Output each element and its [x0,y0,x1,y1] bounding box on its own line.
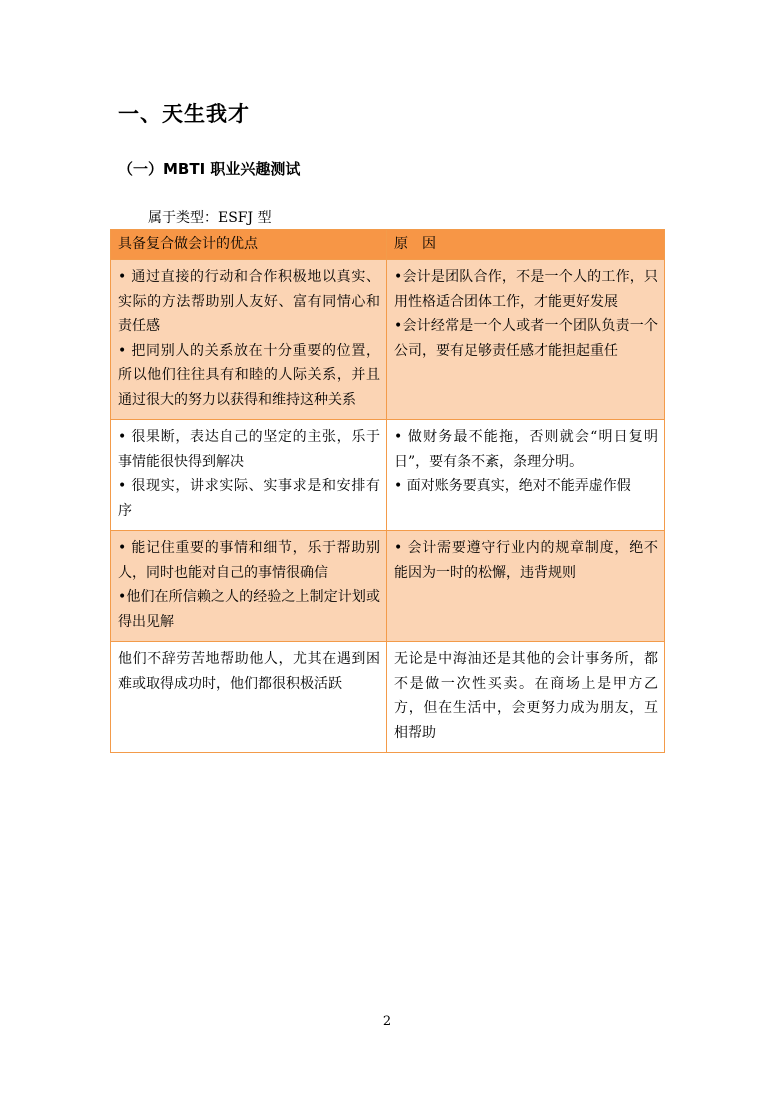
strength-item: • 很现实，讲求实际、实事求是和安排有序 [118,478,380,519]
strength-item: 他们不辞劳苦地帮助他人，尤其在遇到困难或取得成功时，他们都很积极活跃 [118,651,380,692]
strength-cell [111,260,387,420]
table-row [111,642,665,753]
reason-item: 无论是中海油还是其他的会计事务所，都不是做一次性买卖。在商场上是甲方乙方，但在生活中，会更努力成为朋友，互相帮助 [394,651,658,741]
header-strengths: 具备复合做会计的优点 [111,230,387,260]
table-row [111,420,665,531]
strength-item: • 把同别人的关系放在十分重要的位置，所以他们往往具有和睦的人际关系，并且通过很大的努力以获得和维持这种关系 [118,342,380,408]
reason-item: •会计是团队合作，不是一个人的工作，只用性格适合团体工作，才能更好发展 [394,269,658,310]
section-heading: 一、天生我才 [118,102,250,126]
strength-item: • 通过直接的行动和合作积极地以真实、实际的方法帮助别人友好、富有同情心和责任感 [118,269,380,334]
reason-cell [387,531,665,642]
reason-item: • 会计需要遵守行业内的规章制度，绝不能因为一时的松懈，违背规则 [394,540,658,581]
personality-type-line: 属于类型：ESFJ 型 [148,210,272,226]
strength-item: •他们在所信赖之人的经验之上制定计划或得出见解 [118,589,380,630]
table-row [111,531,665,642]
strength-cell [111,531,387,642]
mbti-table [110,229,665,753]
strength-cell [111,420,387,531]
strength-item: • 很果断，表达自己的坚定的主张，乐于事情能很快得到解决 [118,429,380,470]
page-number: 2 [382,1014,392,1029]
reason-item: •会计经常是一个人或者一个团队负责一个公司，要有足够责任感才能担起重任 [394,318,658,359]
reason-item: • 面对账务要真实，绝对不能弄虚作假 [394,478,631,494]
reason-cell [387,260,665,420]
strength-cell [111,642,387,753]
header-reasons: 原 因 [387,230,665,260]
reason-cell [387,420,665,531]
table-header-row [111,230,665,260]
strength-item: • 能记住重要的事情和细节，乐于帮助别人，同时也能对自己的事情很确信 [118,540,380,581]
reason-cell [387,642,665,753]
reason-item: • 做财务最不能拖，否则就会“明日复明日”，要有条不紊，条理分明。 [394,429,658,470]
table-row [111,260,665,420]
subsection-heading: （一）MBTI 职业兴趣测试 [118,160,301,178]
